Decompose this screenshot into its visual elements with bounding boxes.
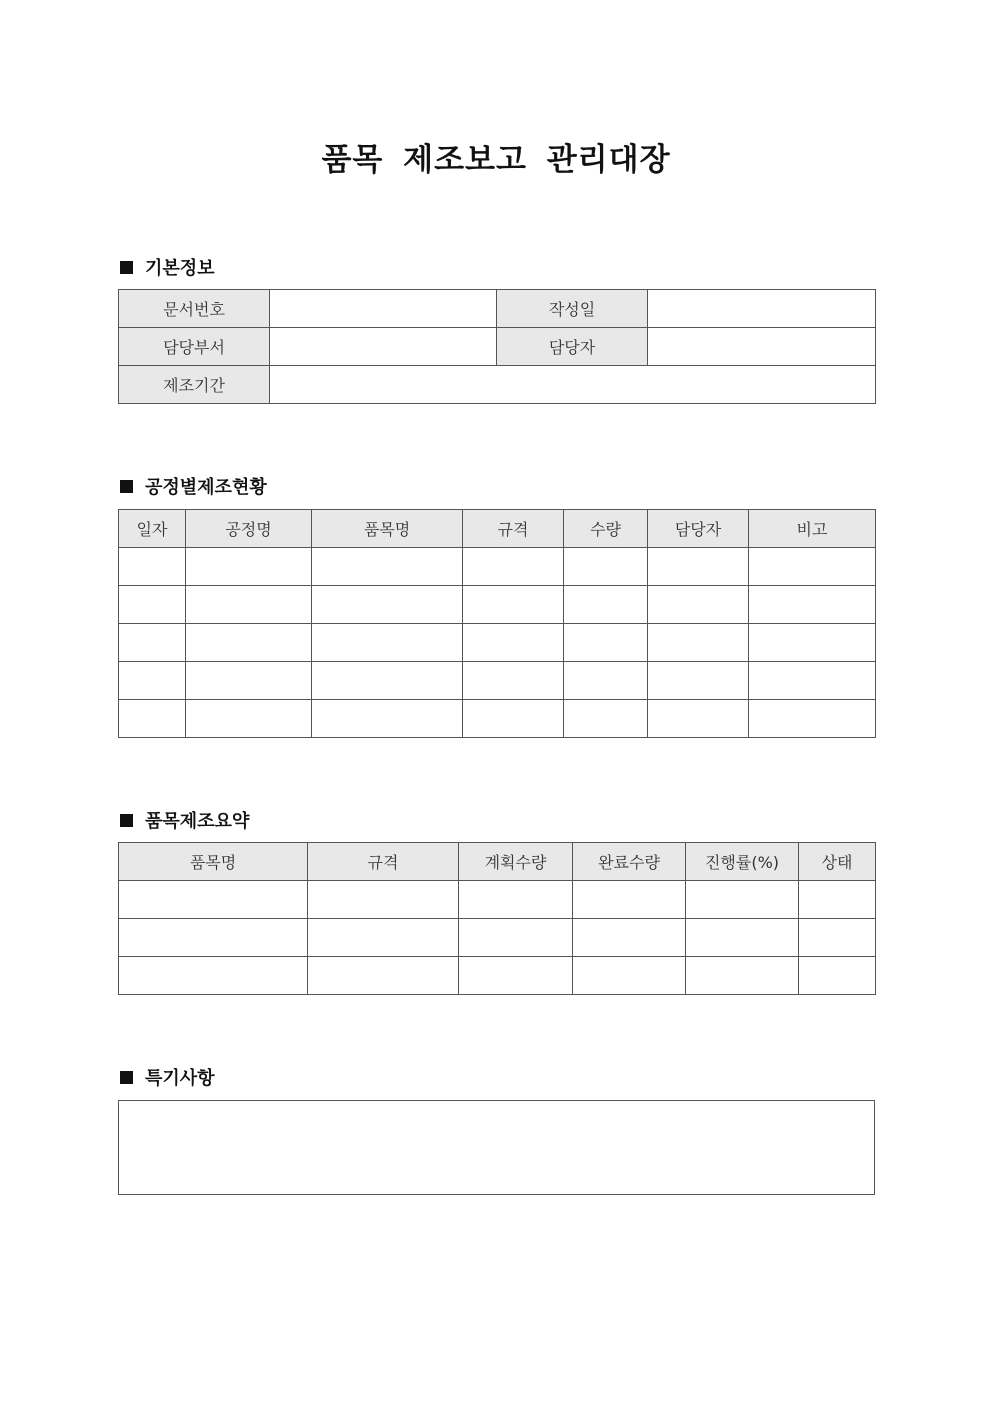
table-cell[interactable] (564, 624, 648, 662)
table-cell[interactable] (186, 586, 312, 624)
table-cell[interactable] (186, 624, 312, 662)
col-header: 완료수량 (573, 843, 686, 881)
table-cell[interactable] (312, 700, 463, 738)
table-cell[interactable] (573, 881, 686, 919)
table-cell[interactable] (308, 957, 459, 995)
table-cell[interactable] (308, 919, 459, 957)
notes-heading (120, 1064, 215, 1090)
summary-heading-text: 품목제조요약 (145, 811, 250, 832)
table-cell[interactable] (186, 662, 312, 700)
square-bullet-icon (120, 814, 133, 827)
table-row (119, 662, 876, 700)
table-cell[interactable] (749, 548, 876, 586)
table-cell[interactable] (119, 586, 186, 624)
table-cell[interactable] (564, 662, 648, 700)
table-row (119, 919, 876, 957)
table-cell[interactable] (119, 919, 308, 957)
table-cell[interactable] (686, 881, 799, 919)
table-cell[interactable] (749, 624, 876, 662)
table-row (119, 957, 876, 995)
table-cell[interactable] (312, 548, 463, 586)
table-cell[interactable] (648, 586, 749, 624)
notes-heading-text: 특기사항 (145, 1068, 215, 1089)
table-cell[interactable] (564, 548, 648, 586)
manager-label: 담당자 (497, 328, 648, 366)
table-cell[interactable] (799, 957, 876, 995)
table-cell[interactable] (186, 548, 312, 586)
manager-field[interactable] (648, 328, 876, 366)
col-header: 계획수량 (459, 843, 573, 881)
table-cell[interactable] (119, 548, 186, 586)
table-row (119, 624, 876, 662)
period-label: 제조기간 (119, 366, 270, 404)
table-cell[interactable] (459, 957, 573, 995)
col-header: 품목명 (119, 843, 308, 881)
table-row (119, 548, 876, 586)
table-cell[interactable] (648, 700, 749, 738)
table-cell[interactable] (799, 881, 876, 919)
date-label: 작성일 (497, 290, 648, 328)
summary-heading (120, 807, 249, 833)
table-cell[interactable] (312, 624, 463, 662)
table-cell[interactable] (573, 957, 686, 995)
table-cell[interactable] (312, 662, 463, 700)
table-cell[interactable] (119, 662, 186, 700)
table-cell[interactable] (308, 881, 459, 919)
table-cell[interactable] (686, 957, 799, 995)
table-cell[interactable] (119, 957, 308, 995)
table-cell[interactable] (564, 586, 648, 624)
table-cell[interactable] (573, 919, 686, 957)
table-cell[interactable] (749, 700, 876, 738)
table-cell[interactable] (749, 586, 876, 624)
table-cell[interactable] (459, 919, 573, 957)
table-cell[interactable] (119, 700, 186, 738)
col-header: 규격 (308, 843, 459, 881)
square-bullet-icon (120, 1071, 133, 1084)
table-cell[interactable] (686, 919, 799, 957)
square-bullet-icon (120, 261, 133, 274)
table-row (119, 586, 876, 624)
basic-info-table (118, 289, 876, 404)
col-header: 일자 (119, 510, 186, 548)
process-status-heading (120, 473, 267, 499)
table-cell[interactable] (312, 586, 463, 624)
table-cell[interactable] (186, 700, 312, 738)
table-cell[interactable] (463, 586, 564, 624)
table-cell[interactable] (799, 919, 876, 957)
doc-no-field[interactable] (270, 290, 497, 328)
notes-field[interactable] (118, 1100, 875, 1195)
table-cell[interactable] (648, 548, 749, 586)
basic-info-heading (120, 254, 215, 280)
table-cell[interactable] (648, 624, 749, 662)
dept-label: 담당부서 (119, 328, 270, 366)
col-header: 진행률(%) (686, 843, 799, 881)
table-cell[interactable] (648, 662, 749, 700)
table-cell[interactable] (119, 624, 186, 662)
table-cell[interactable] (463, 548, 564, 586)
table-cell[interactable] (749, 662, 876, 700)
table-row (119, 700, 876, 738)
col-header: 수량 (564, 510, 648, 548)
col-header: 담당자 (648, 510, 749, 548)
table-cell[interactable] (119, 881, 308, 919)
process-status-heading-text: 공정별제조현황 (145, 477, 267, 498)
table-row (119, 881, 876, 919)
basic-info-heading-text: 기본정보 (145, 258, 215, 279)
col-header: 비고 (749, 510, 876, 548)
table-cell[interactable] (459, 881, 573, 919)
table-cell[interactable] (463, 624, 564, 662)
date-field[interactable] (648, 290, 876, 328)
col-header: 상태 (799, 843, 876, 881)
col-header: 공정명 (186, 510, 312, 548)
col-header: 규격 (463, 510, 564, 548)
page-title: 품목 제조보고 관리대장 (321, 142, 671, 178)
table-cell[interactable] (564, 700, 648, 738)
col-header: 품목명 (312, 510, 463, 548)
summary-table (118, 842, 876, 995)
doc-no-label: 문서번호 (119, 290, 270, 328)
period-field[interactable] (270, 366, 876, 404)
table-cell[interactable] (463, 700, 564, 738)
dept-field[interactable] (270, 328, 497, 366)
square-bullet-icon (120, 480, 133, 493)
table-cell[interactable] (463, 662, 564, 700)
process-status-table (118, 509, 876, 738)
